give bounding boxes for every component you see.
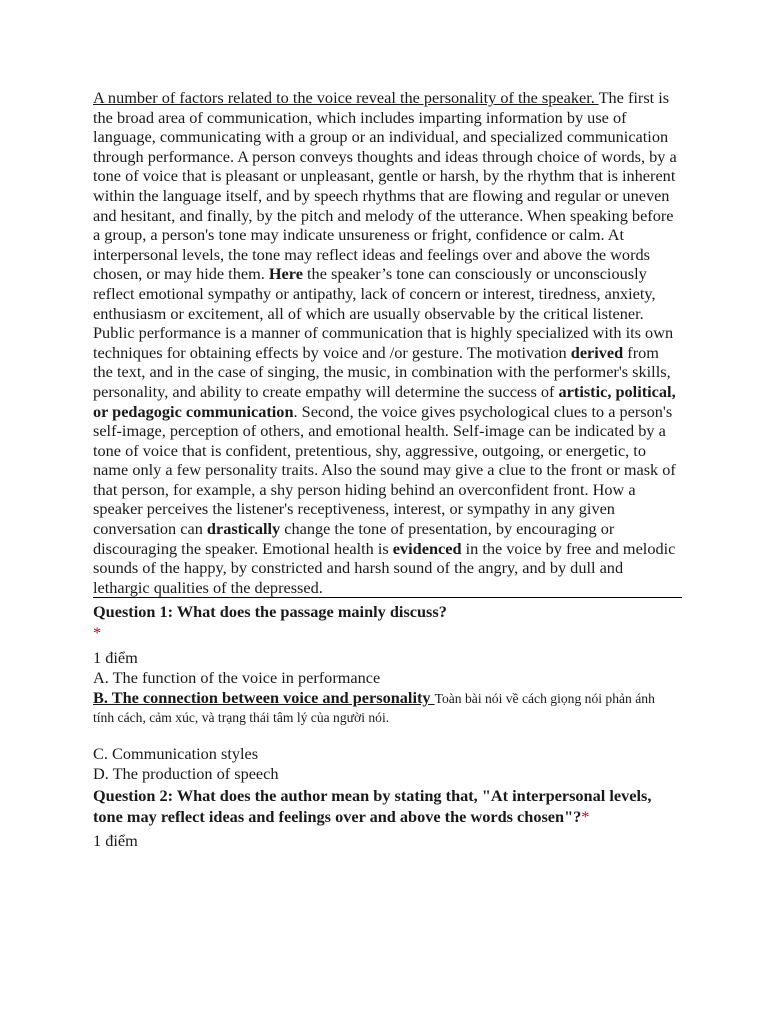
question-1-title: Question 1: What does the passage mainly discuss? [93,602,447,622]
question-2-title [93,785,678,827]
option-b-explanation: Toàn bài nói về cách giọng nói phản ánh tính cách, cảm xúc, và trạng thái tâm lý của người nói. [93,691,655,726]
option-d[interactable]: D. The production of speech [93,764,279,784]
section-divider [93,597,682,598]
bold-word-drastically: drastically [206,519,281,539]
required-asterisk: * [93,623,102,643]
option-a[interactable]: A. The function of the voice in performance [93,668,381,688]
passage-text: The first is the broad area of communication, which includes imparting information by use of language, communicating with a group or an individual, and specialized communication through performance. A person conveys thoughts and ideas through choice of words, by a tone of voice that is pleasant or unpleasant, gentle or harsh, by the rhythm that is inherent within the language itself, and by speech rhythms that are flowing and regular or uneven and hesitant, and finally, by the pitch and melody of the utterance. When speaking before a group, a person's tone may indicate unsureness or fright, confidence or calm. At interpersonal levels, the tone may reflect ideas and feelings over and above the words chosen, or may hide them. [93,88,677,284]
passage-text: change the tone of presentation, by encouraging or discouraging the speaker. Emotional health is [93,519,615,558]
bold-word-here: Here [268,264,303,284]
option-c[interactable]: C. Communication styles [93,744,259,764]
document-page [93,88,678,851]
passage-text: in the voice by free and melodic sounds of the happy, by constricted and harsh sound of the angry, and by dull and lethargic qualities of the depressed. [93,538,676,597]
option-b-answer: B. The connection between voice and personality [93,688,435,708]
question-1-points: 1 điểm [93,648,138,668]
option-b[interactable] [93,688,678,726]
spacer [93,726,678,744]
passage-text: . Second, the voice gives psychological clues to a person's self-image, perception of others, and emotional health. Self-image can be indicated by a tone of voice that is confident, pretentious, shy, aggressive, outgoing, or energetic, to name only a few personality traits. Also the sound may give a clue to the front or mask of that person, for example, a shy person hiding behind an overconfident front. How a speaker perceives the listener's receptiveness, interest, or sympathy in any given conversation can [93,401,676,539]
required-asterisk: * [581,807,590,827]
question-2-points: 1 điểm [93,831,138,851]
question-2-text: Question 2: What does the author mean by stating that, "At interpersonal levels, tone may reflect ideas and feelings over and above the words chosen"? [93,786,652,827]
reading-passage [93,88,678,597]
required-marker [93,622,678,644]
passage-lead-sentence: A number of factors related to the voice reveal the personality of the speaker. [93,88,599,107]
bold-phrase-communication: artistic, political, or pedagogic communication [93,381,676,421]
bold-word-derived: derived [570,342,624,362]
passage-text: the speaker’s tone can consciously or unconsciously reflect emotional sympathy or antipathy, lack of concern or interest, tiredness, anxiety, enthusiasm or excitement, all of which are usually observable by the critical listener. Public performance is a manner of communication that is highly specialized with its own techniques for obtaining effects by voice and /or gesture. The motivation [93,264,674,362]
passage-text: from the text, and in the case of singing, the music, in combination with the performer's skills, personality, and ability to create empathy will determine the success of [93,342,671,401]
bold-word-evidenced: evidenced [392,538,462,558]
